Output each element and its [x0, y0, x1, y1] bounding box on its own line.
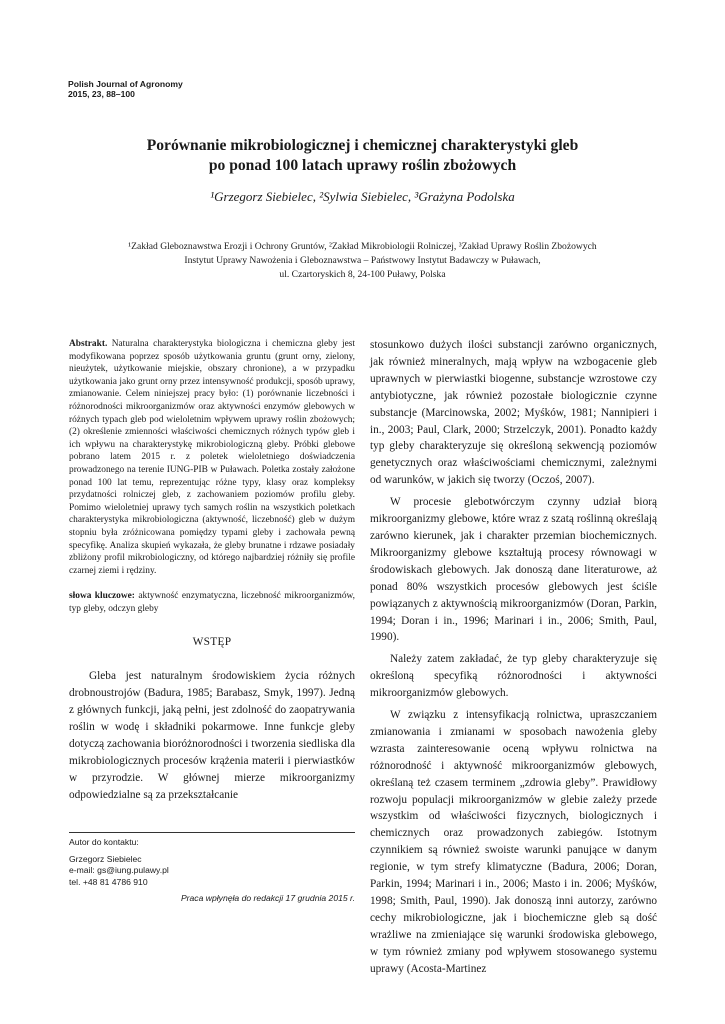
contact-block [69, 837, 359, 888]
abstract-label: Abstrakt. [69, 339, 108, 349]
body-paragraph: W procesie glebotwórczym czynny udział biorą mikroorganizmy glebowe, które wraz z szatą roślinną określają zarówno kierunek, jak i charakter przemian biochemicznych. Mikroorganizmy glebowe kształtują procesy równowagi w środowiskach glebowych. Jak donoszą dane literaturowe, aż ponad 80% wszystkich procesów glebowych jest ściśle powiązanych z aktywnością mikroorganizmów (Doran, Parkin, 1994; Doran i in., 1996; Marinari i in., 2006; Smith, Paul, 1990). [370, 496, 657, 644]
contact-name: Grzegorz Siebielec [69, 854, 142, 865]
received-date: Praca wpłynęła do redakcji 17 grudnia 2015 r. [180, 893, 355, 903]
title-line-1: Porównanie mikrobiologicznej i chemicznej charakterystyki gleb [146, 137, 579, 154]
journal-issue: 2015, 23, 88–100 [68, 89, 135, 99]
journal-header [68, 79, 183, 99]
left-column [69, 338, 355, 804]
keywords-text: aktywność enzymatyczna, liczebność mikroorganizmów, typ gleby, odczyn gleby [69, 591, 356, 614]
paper-title [60, 136, 665, 176]
section-heading: WSTĘP [192, 636, 232, 649]
abstract [69, 338, 355, 577]
body-paragraph: W związku z intensyfikacją rolnictwa, upraszczaniem zmianowania i zmianami w sposobach nawożenia gleby wzrasta zainteresowanie oceną wpływu rolnictwa na różnorodność i aktywność mikroorganizmów glebowych, określaną też czasem terminem „zdrowia gleby”. Prawidłowy rozwoju populacji mikroorganizmów w glebie zależy przede wszystkim od właściwości fizycznych, biologicznych i chemicznych oraz prowadzonych zabiegów. Istotnym czynnikiem są również swoiste warunki panujące w danym regionie, w tym strefy klimatyczne (Badura, 2006; Doran, Parkin, 1994; Marinari i in., 2006; Masto i in. 2006; Myśków, 1998; Smith, Paul, 1990). Jak donoszą inni autorzy, zarówno cechy mikrobiologiczne, jak i biochemiczne gleb są dość wrażliwe na zmieniające się warunki środowiska glebowego, w tym również zmiany pod wpływem stosowanego systemu uprawy (Acosta-Martinez [370, 709, 657, 975]
title-line-2: po ponad 100 latach uprawy roślin zbożowych [208, 157, 517, 174]
affiliation [60, 240, 665, 282]
body-paragraph: Należy zatem zakładać, że typ gleby charakteryzuje się określoną specyfiką różnorodności i aktywności mikroorganizmów glebowych. [370, 653, 657, 700]
keywords-label: słowa kluczowe: [69, 591, 135, 602]
contact-email: e-mail: gs@iung.pulawy.pl [69, 865, 169, 876]
keywords [69, 590, 355, 615]
authors: ¹Grzegorz Siebielec, ²Sylwia Siebielec, ³Grażyna Podolska [210, 189, 515, 204]
abstract-text: Naturalna charakterystyka biologiczna i chemiczna gleby jest modyfikowana poprzez sposób użytkowania gruntu (grunt orny, zielony, nieużytek, użytkowanie miejskie, obszary chronione), a w przypadku użytkowania jako grunt orny przez intensywność produkcji, sposób uprawy, zmianowanie. Celem niniejszej pracy było: (1) porównanie liczebności i różnorodności mikroorganizmów oraz aktywności enzymów glebowych w różnych typach gleb pod wieloletnim wpływem uprawy roślin zbożowych; (2) określenie zmienności właściwości chemicznych różnych typów gleb i ich wpływu na charakterystykę mikrobiologiczną gleby. Próbki glebowe pobrano latem 2015 r. z poletek wieloletniego doświadczenia prowadzonego na terenie IUNG-PIB w Puławach. Poletka zostały założone ponad 100 lat temu, reprezentując różne typy, klasy oraz kompleksy przydatności rolniczej gleb, z zachowaniem poziomów profilu gleby. Pomimo wieloletniej uprawy tych samych roślin na wszystkich poletkach charakterystyka mikrobiologiczna (aktywność, liczebność) gleb w dużym stopniu była zróżnicowana pomiędzy typami gleby i zachowała pewną specyfikę. Analiza skupień wykazała, że gleby brunatne i rdzawe posiadały zbliżony profil mikrobiologiczny, od którego najbardziej różniły się profile czarnej ziemi i rędziny. [69, 339, 355, 576]
journal-name: Polish Journal of Agronomy [68, 79, 183, 89]
intro-paragraph: Gleba jest naturalnym środowiskiem życia różnych drobnoustrojów (Badura, 1985; Barabasz, Smyk, 1997). Jedną z głównych funkcji, jaką pełni, jest zdolność do zaopatrywania roślin w wodę i składniki pokarmowe. Inne funkcje gleby dotyczą zachowania bioróżnorodności i tworzenia siedliska dla mikrobiologicznych procesów krążenia materii i pierwiastków w przyrodzie. W głównej mierze mikroorganizmy odpowiedzialne są za przekształcanie [69, 670, 355, 801]
affiliation-line-2: Instytut Uprawy Nawożenia i Gleboznawstwa – Państwowy Instytut Badawczy w Puławach, [184, 255, 541, 266]
right-column [370, 337, 657, 978]
contact-header: Autor do kontaktu: [69, 837, 139, 847]
affiliation-line-3: ul. Czartoryskich 8, 24-100 Puławy, Polska [279, 269, 446, 280]
footnote-divider [69, 832, 355, 833]
affiliation-line-1: ¹Zakład Gleboznawstwa Erozji i Ochrony Gruntów, ²Zakład Mikrobiologii Rolniczej, ³Zakład Uprawy Roślin Zbożowych [128, 241, 597, 252]
contact-phone: tel. +48 81 4786 910 [69, 876, 148, 887]
body-paragraph: stosunkowo dużych ilości substancji zarówno organicznych, jak również mineralnych, mają wpływ na wzbogacenie gleb uprawnych w pierwiastki biogenne, substancje wzrostowe czy antybiotyczne, jak również pozostałe biologicznie czynne substancje (Marcinowska, 2002; Myśków, 1981; Nannipieri i in., 2003; Paul, Clark, 2000; Strzelczyk, 2001). Ponadto każdy typ gleby charakteryzuje się określoną sekwencją poziomów genetycznych oraz właściwościami chemicznymi, zależnymi od warunków, w jakich się tworzy (Oczoś, 2007). [370, 339, 657, 487]
